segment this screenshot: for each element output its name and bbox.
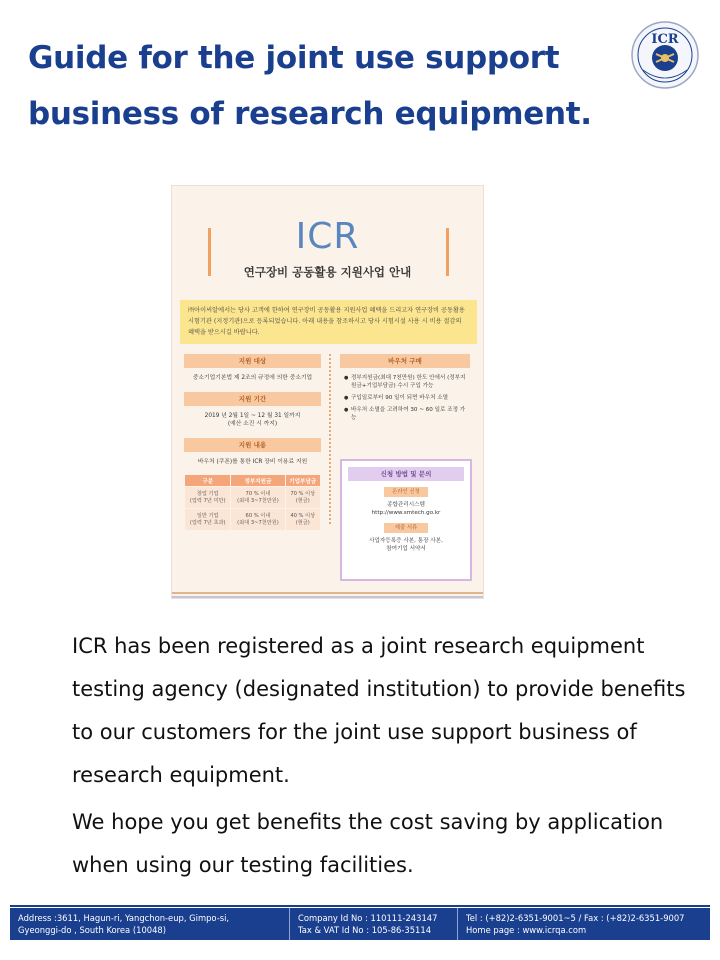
poster-bottom-stripe <box>172 592 483 594</box>
poster-divider <box>329 354 331 524</box>
target-text: 중소기업기본법 제 2조의 규정에 의한 중소기업 <box>192 375 313 381</box>
table-cell: 60 % 이내 <box>245 513 271 519</box>
body-text <box>72 625 692 887</box>
poster-bottom-stripe <box>172 596 483 598</box>
support-ratio-table <box>184 474 321 531</box>
title-line-2: business of research equipment. <box>28 96 592 132</box>
poster-subtitle: 연구장비 공동활용 지원사업 안내 <box>243 265 412 279</box>
svg-text:ICR: ICR <box>651 32 679 47</box>
icr-seal-logo <box>630 20 700 90</box>
docs-text-1: 사업자등록증 사본, 통장 사본, <box>369 538 443 544</box>
table-cell-note: (현금) <box>295 497 310 504</box>
list-item: ● 정부지원금(최대 7천만원) 한도 안에서 (정부지원금+기업부담금) 수시 구입 가능 <box>344 374 470 390</box>
poster-right-column <box>340 354 470 426</box>
voucher-header: 바우처 구매 <box>340 354 470 368</box>
paragraph-2: We hope you get benefits the cost saving by application when using our testing facilities. <box>72 810 664 877</box>
poster-left-column <box>184 354 321 531</box>
table-cell: 일반 기업 <box>196 513 219 519</box>
list-item: ● 바우처 소멸을 고려하여 30 ~ 60 일로 조정 가능 <box>344 406 470 422</box>
table-cell-note: (업력 7년 초과) <box>189 519 226 526</box>
table-row <box>185 509 321 531</box>
table-header: 기업부담금 <box>285 475 321 487</box>
list-item: ● 구입일로부터 90 일이 되면 바우처 소멸 <box>344 394 470 402</box>
docs-text-2: 참여기업 서약서 <box>386 546 426 552</box>
table-row <box>185 487 321 509</box>
table-cell-note: (최대 3~7천만원) <box>237 519 279 526</box>
poster-logo: ICR <box>295 216 360 257</box>
footer-address <box>10 908 290 940</box>
period-text: 2019 년 2월 1일 ~ 12 월 31 일까지 <box>204 413 301 419</box>
table-cell: 70 % 이상 <box>290 491 316 497</box>
support-program-poster <box>171 185 484 599</box>
voucher-list <box>340 374 470 422</box>
apply-info-box <box>340 459 472 581</box>
table-cell-note: (최대 3~7천만원) <box>237 497 279 504</box>
table-cell-note: (업력 7년 미만) <box>189 497 226 504</box>
poster-intro: ㈜아이씨알에서는 당사 고객에 한하여 연구장비 공동활용 지원사업 혜택을 드리고자 연구장비 공동활용 시험기관 (지정기관)으로 등록되었습니다. 아래 내용을 참조하시고 당사 시험시설 사용 시 비용 절감의 혜택을 받으시길 바랍니다. <box>180 300 477 344</box>
online-tag: 온라인 신청 <box>384 487 428 497</box>
table-header: 구분 <box>185 475 231 487</box>
title-line-1: Guide for the joint use support <box>28 40 560 76</box>
address-line-2: Gyeonggi-do , South Korea (10048) <box>18 925 167 935</box>
phone-fax: Tel : (+82)2-6351-9001~5 / Fax : (+82)2-6351-9007 <box>466 913 685 923</box>
footer-contact <box>458 908 710 940</box>
address-line-1: Address :3611, Hagun-ri, Yangchon-eup, Gimpo-si, <box>18 913 230 923</box>
docs-tag: 제출 서류 <box>384 523 428 533</box>
table-cell-note: (현금) <box>295 519 310 526</box>
page-title <box>28 30 608 142</box>
company-id: Company Id No : 110111-243147 <box>298 913 438 923</box>
table-cell: 40 % 이상 <box>290 513 316 519</box>
content-header: 지원 내용 <box>184 438 321 452</box>
table-cell: 창업 기업 <box>196 491 219 497</box>
footer-top-line <box>10 905 710 907</box>
online-system-name: 종합관리시스템 <box>387 502 425 508</box>
paragraph-1: ICR has been registered as a joint research equipment testing agency (designated institution) to provide benefits to our customers for the joint use support business of research equipment. <box>72 634 686 787</box>
table-header: 정부지원금 <box>231 475 285 487</box>
content-text: 바우처 (쿠폰)를 통한 ICR 장비 이용료 지원 <box>197 459 308 465</box>
online-url: http://www.smtech.go.kr <box>371 510 441 516</box>
tax-id: Tax & VAT Id No : 105-86-35114 <box>298 925 432 935</box>
period-note: (예산 소진 시 까지) <box>227 421 278 427</box>
footer <box>10 908 710 940</box>
footer-ids <box>290 908 458 940</box>
table-cell: 70 % 이내 <box>245 491 271 497</box>
homepage-link[interactable]: Home page : www.icrqa.com <box>466 925 587 935</box>
target-header: 지원 대상 <box>184 354 321 368</box>
period-header: 지원 기간 <box>184 392 321 406</box>
apply-header: 신청 방법 및 문의 <box>348 467 464 481</box>
